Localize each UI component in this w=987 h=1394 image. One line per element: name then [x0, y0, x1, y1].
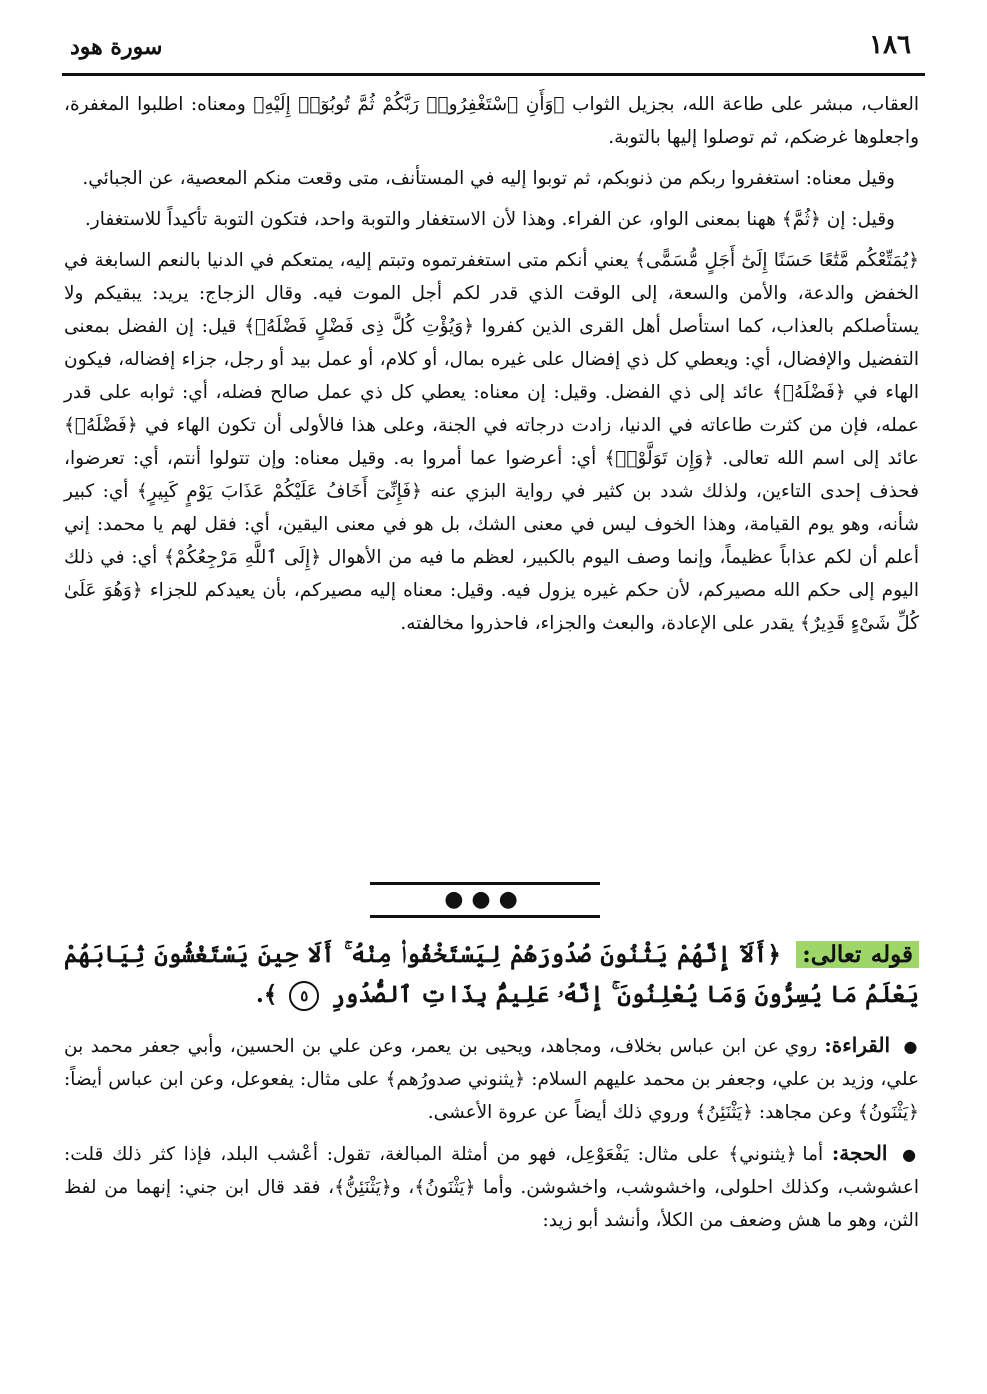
- paragraph: وقيل: إن ﴿ثُمَّ﴾ ههنا بمعنى الواو، عن الفراء. وهذا لأن الاستغفار والتوبة واحد، فتكون التوبة تأكيداً للاستغفار.: [84, 209, 895, 230]
- separator-rule-bottom: [370, 915, 600, 918]
- page-header: [62, 28, 925, 76]
- section-separator: [370, 882, 600, 918]
- separator-dots: ●●●: [444, 887, 526, 912]
- hujja-text: أما ﴿يثنوني﴾ على مثال: يَفْعَوْعِل، فهو من أمثلة المبالغة، تقول: أعْشب البلد، فإذا كثر ذلك قلت: اعشوشب، وكذلك احلولى، واخشوشب، واخشوشن. وأما ﴿يَثْنَونُ﴾، و﴿يَثْنَئِنُّ﴾، فقد قال ابن جني: إنهما من لفظ الثن، وهو ما هش وضعف من الكلأ، وأنشد أبو زيد:: [64, 1144, 919, 1231]
- verse-block: [64, 935, 919, 1015]
- hujja-paragraph: [64, 1137, 919, 1237]
- verse-label: قوله تعالى:: [796, 941, 919, 968]
- verse-close: ﴾.: [255, 981, 278, 1008]
- paragraph: وقيل معناه: استغفروا ربكم من ذنوبكم، ثم توبوا إليه في المستأنف، متى وقعت منكم المعصية، عن الجبائي.: [82, 168, 895, 189]
- verse-text: ﴿أَلَآ إِنَّهُمْ يَثْنُونَ صُدُورَهُمْ لِيَسْتَخْفُوا۟ مِنْهُ ۚ أَلَا حِينَ يَسْتَغْشُونَ ثِيَابَهُمْ يَعْلَمُ مَا يُسِرُّونَ وَمَا يُعْلِنُونَ ۚ إِنَّهُۥ عَلِيمٌۢ بِذَاتِ ٱلصُّدُورِ: [64, 941, 919, 1008]
- qiraa-text: روي عن ابن عباس بخلاف، ومجاهد، ويحيى بن يعمر، وعن علي بن الحسين، وأبي جعفر محمد بن علي، وزيد بن علي، وجعفر بن محمد عليهم السلام: ﴿يثنوني صدورُهم﴾ على مثال: يفعوعل، وعن ابن عباس أيضاً: ﴿يَثْنَونُ﴾ وعن مجاهد: ﴿يَثْنَئِنُ﴾ وروي ذلك أيضاً عن عروة الأعشى.: [64, 1036, 919, 1123]
- hujja-label: الحجة:: [831, 1141, 888, 1165]
- bullet-icon: ●: [903, 1037, 919, 1056]
- page-number: ١٨٦: [869, 30, 911, 60]
- paragraph: ﴿يُمَتِّعْكُم مَّتَٰعًا حَسَنًا إِلَىٰٓ أَجَلٍ مُّسَمًّى﴾ يعني أنكم متى استغفرتموه وتبتم إليه، يمتعكم في الدنيا بالنعم السابغة في الخفض والدعة، والأمن والسعة، إلى الوقت الذي قدر لكم أجل الموت فيه. وقال الزجاج: يريد: يبقيكم ولا يستأصلكم بالعذاب، كما استأصل أهل القرى الذين كفروا ﴿وَيُؤْتِ كُلَّ ذِى فَضْلٍ فَضْلَهُۥ﴾ قيل: إن الفضل بمعنى التفضيل والإفضال، أي: ويعطي كل ذي إفضال على غيره بمال، أو كلام، أو عمل بيد أو رجل، جزاء إفضاله، فيكون الهاء في ﴿فَضْلَهُۥ﴾ عائد إلى ذي الفضل. وقيل: إن معناه: يعطي كل ذي عمل صالح فضله، أي: ثوابه على قدر عمله، فإن من كثرت طاعاته في الدنيا، زادت درجاته في الجنة، وعلى هذا فالأولى أن تكون الهاء في ﴿فَضْلَهُۥ﴾ عائد إلى اسم الله تعالى. ﴿وَإِن تَوَلَّوْا۟﴾ أي: أعرضوا عما أمروا به. وقيل معناه: وإن تتولوا أنتم، أي: تعرضوا، فحذف إحدى التاءين، ولذلك شدد بن كثير في رواية البزي عنه ﴿فَإِنِّىٓ أَخَافُ عَلَيْكُمْ عَذَابَ يَوْمٍ كَبِيرٍ﴾ أي: كبير شأنه، وهو يوم القيامة، وهذا الخوف ليس في معنى الشك، بل هو في معنى اليقين، أي: فقل لهم يا محمد: إني أعلم أن لكم عذاباً عظيماً، وإنما وصف اليوم بالكبير، لعظم ما فيه من الأهوال ﴿إِلَى ٱللَّهِ مَرْجِعُكُمْ﴾ أي: في ذلك اليوم إلى حكم الله مصيركم، لأن حكم غيره يزول فيه. وقيل: معناه إليه مصيركم، بأن يعيدكم للجزاء ﴿وَهُوَ عَلَىٰ كُلِّ شَىْءٍ قَدِيرٌ﴾ يقدر على الإعادة، والبعث والجزاء، فاحذروا مخالفته.: [64, 250, 919, 634]
- commentary-body: [64, 88, 919, 648]
- verse-number-ornament: ٥: [289, 981, 319, 1011]
- surah-title: سورة هود: [70, 34, 163, 60]
- verse-section: [64, 935, 919, 1245]
- qiraa-label: القراءة:: [824, 1033, 891, 1057]
- qiraa-paragraph: [64, 1029, 919, 1129]
- bullet-icon: ●: [902, 1145, 919, 1164]
- header-rule: [62, 73, 925, 76]
- paragraph: العقاب، مبشر على طاعة الله، بجزيل الثواب ﴿وَأَنِ ٱسْتَغْفِرُوا۟ رَبَّكُمْ ثُمَّ تُوبُوٓا۟ إِلَيْهِ﴾ ومعناه: اطلبوا المغفرة، واجعلوها غرضكم، ثم توصلوا إليها بالتوبة.: [64, 94, 919, 148]
